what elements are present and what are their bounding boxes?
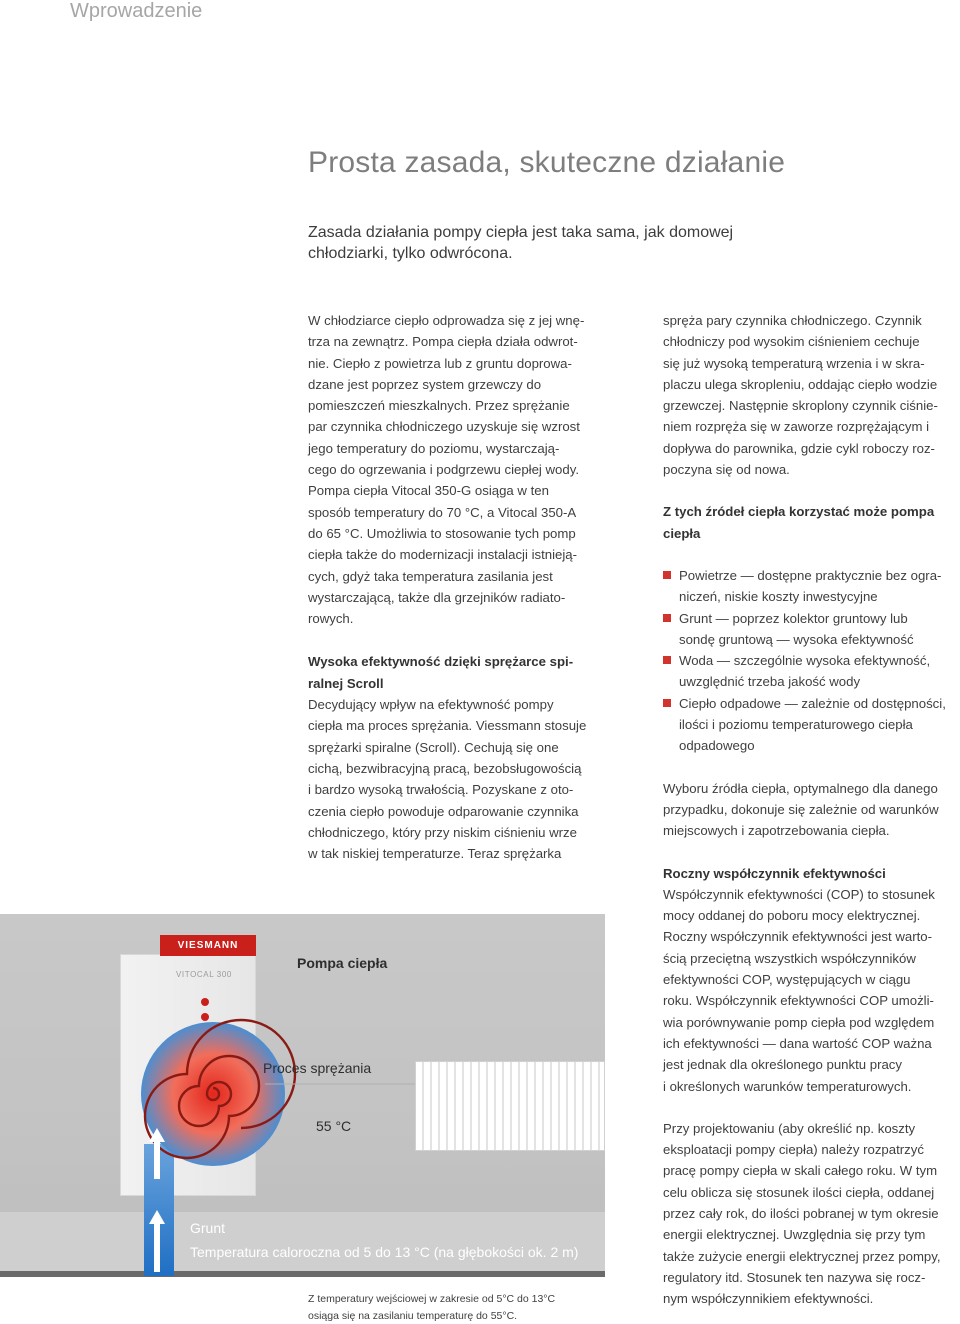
model-label: VITOCAL 300 [176,970,232,979]
list-item: Woda — szczególnie wysoka efektywność, uwzględnić trzeba jakość wody [663,650,960,693]
diagram-caption: Z temperatury wejściowej w zakresie od 5°C do 13°C osiąga się na zasilaniu temperaturę do 55°C. [308,1293,556,1322]
bullet-square-icon [663,656,671,664]
list-item: Ciepło odpadowe — zależnie od dostępności, ilości i poziomu temperaturowego ciepła odpadowego [663,693,960,757]
compression-label: Proces sprężania [263,1060,372,1076]
list-item: Powietrze — dostępne praktycznie bez ogra- niczeń, niskie koszty inwestycyjne [663,565,960,608]
design-paragraph: Przy projektowaniu (aby określić np. koszty eksploatacji pompy ciepła) należy rozpatrzyć pracę pompy ciepła w skali całego roku. W tym celu oblicza się stosunek ilości ciepła, oddanej przez cały rok, do ilości pobranej w tym okresie energii elektrycznej. Uwzględnia się przy tym także zużycie energii elektrycznej przez pompy, regulatory itd. Stosunek ten nazywa się rocz- nym współczynnikiem efektywności. [663,1120,941,1307]
ground-temperature-label: Temperatura caloroczna od 5 do 13 °C (na głębokości ok. 2 m) [190,1244,579,1260]
section-title: Wprowadzenie [70,0,203,22]
bullet-square-icon [663,699,671,707]
intro-paragraph: W chłodziarce ciepło odprowadza się z jej wnę- trza na zewnątrz. Pompa ciepła działa odwrot- nie. Ciepło z powietrza lub z gruntu doprowa- dzane jest poprzez system grzewczy do pomieszczeń mieszkalnych. Przez sprężanie par czynnika chłodniczego uzyskuje się wzrost jego temperatury do poziomu, wystarczają- cego do ogrzewania i podgrzewu ciepłej wody. Pompa ciepła Vitocal 350-G osiąga w ten sposób temperatury do 70 °C, a Vitocal 350-A do 65 °C. Umożliwia to stosowanie tych pomp ciepła także do modernizacji instalacji istnieją- cych, gdyż taka temperatura zasilania jest wystarczającą, także dla grzejników radiato- rowych. [308,313,585,627]
list-item: Grunt — poprzez kolektor gruntowy lub sondę gruntową — wysoka efektywność [663,608,960,651]
compressor-spiral [141,1022,285,1166]
choice-paragraph: Wyboru źródła ciepła, optymalnego dla danego przypadku, dokonuje się zależnie od warunków miejscowych i zapotrzebowania ciepła. [663,780,939,839]
sources-list [663,565,960,757]
lead-paragraph: Zasada działania pompy ciepła jest taka sama, jak domowej chłodziarki, tylko odwrócona. [308,224,734,262]
right-column [663,310,960,1309]
cop-paragraph: Współczynnik efektywności (COP) to stosunek mocy oddanej do poboru mocy elektrycznej. Roczny współczynnik efektywności jest warto- ścią przeciętną wszystkich współczynników efektywności COP, występujących w ciągu roku. Współczynnik efektywności COP umożli- wia porównywanie pomp ciepła pod względem ich efektywności — dana wartość COP ważna jest jednak dla określonego punktu pracy i określonych warunków temperaturowych. [663,886,935,1094]
ground-label: Grunt [190,1220,226,1236]
left-column [308,310,608,864]
bullet-square-icon [663,571,671,579]
heat-pump-label: Pompa ciepła [297,955,388,971]
radiator [415,1061,605,1151]
sources-heading: Z tych źródeł ciepła korzystać może pompa ciepła [663,504,935,541]
page-headline: Prosta zasada, skuteczne działanie [308,146,786,179]
scroll-heading: Wysoka efektywność dzięki sprężarce spi- ralnej Scroll [308,654,574,691]
temperature-label: 55 °C [316,1118,352,1134]
scroll-paragraph: Decydujący wpływ na efektywność pompy ciepła ma proces sprężania. Viessmann stosuje sprężarki spiralne (Scroll). Cechują się one cichą, bezwibracyjną pracą, bezobsługowością i bardzo wysoką trwałością. Pozyskane z oto- czenia ciepło powoduje odparowanie czynnika chłodniczego, który przy niskim ciśnieniu wrze w tak niskiej temperaturze. Teraz sprężarka [308,697,587,862]
bullet-square-icon [663,614,671,622]
brand-logo: VIESMANN [160,935,256,956]
continuation-paragraph: spręża pary czynnika chłodniczego. Czynnik chłodniczy pod wysokim ciśnieniem cechuje się już wysoką temperaturą wrzenia i w skra- placzu ulega skropleniu, oddając ciepło wodzie grzewczej. Następnie skroplony czynnik ciśnie- niem rozpręża się w zaworze rozprężającym i dopływa do parownika, gdzie cykl roboczy roz- poczyna się od nowa. [663,313,938,478]
cop-heading: Roczny współczynnik efektywności [663,865,886,881]
heat-pump-diagram [0,914,605,1276]
